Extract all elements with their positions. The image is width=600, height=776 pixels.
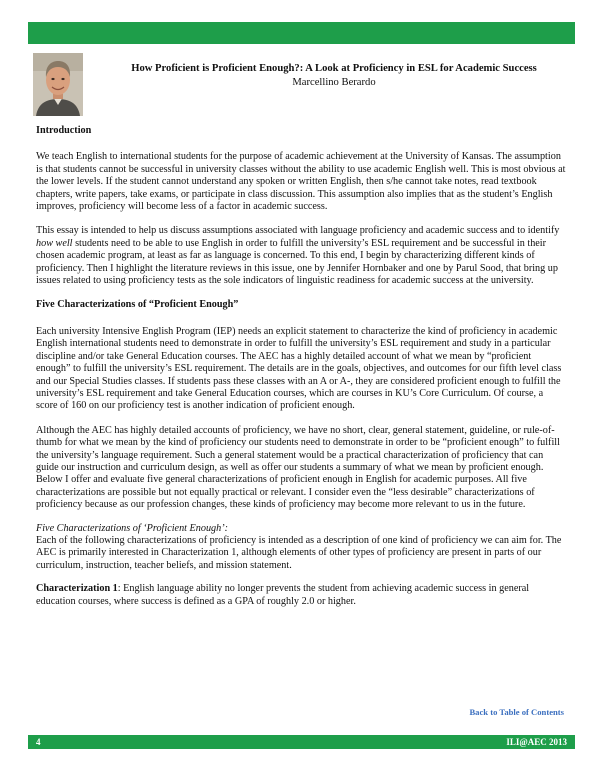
article-author: Marcellino Berardo	[292, 77, 376, 88]
intro-paragraph-1: We teach English to international students for the purpose of academic achievement at the University of Kansas. The assumption is that students cannot be successful in university classes without the ability to use academic English well. This is most obvious at the lower levels. If the student cannot understand any spoken or written English, then s/he cannot take notes, read textbook chapters, write papers, take exams, or participate in class discussion. This assumption also implies that as the student’s English improves, proficiency will become less of a factor in academic success.	[36, 151, 566, 213]
footer-label: ILI@AEC 2013	[506, 737, 567, 747]
author-photo	[33, 53, 83, 116]
page-number: 4	[36, 737, 41, 747]
article-body	[36, 125, 566, 608]
characterization-1	[36, 583, 566, 608]
back-to-toc-link[interactable]: Back to Table of Contents	[469, 707, 564, 717]
bottom-green-bar	[28, 735, 575, 749]
intro-paragraph-2-end: students need to be able to use English in order to fulfill the university’s ESL requirement and be successful in their chosen academic program, at least as far as language is concerned. To this end, I begin by characterizing different kinds of proficiency. Then I highlight the literature reviews in this issue, one by Jennifer Hornbaker and one by Parul Sood, that bring up issues related to using proficiency tests as the sole indicators of linguistic readiness for academic success at the university.	[36, 237, 558, 287]
section-paragraph-1: Each university Intensive English Program (IEP) needs an explicit statement to characterize the kind of proficiency in academic English international students need to demonstrate in order to fulfill the university’s ESL requirement and study in a particular discipline and/or take General Education courses. The AEC has a highly detailed account of what we mean by “proficient enough” to fulfill the university’s ESL requirement. The details are in the goals, objectives, and outcomes for our fifth level class and our Special Studies classes. If students pass these classes with an A or A-, they are considered proficient enough to fulfill the university’s ESL requirement and take General Education courses, which are courses in KU’s Core Curriculum. Of course, a score of 160 on our proficiency test is another indication of proficient enough.	[36, 325, 562, 412]
section-paragraph-2: Although the AEC has highly detailed accounts of proficiency, we have no short, clear, general statement, guideline, or rule-of-thumb for what we mean by the kind of proficiency our students need to demonstrate in order to be “proficient enough” to fulfill the university’s language requirement. Such a general statement would be a practical characterization of proficiency that can guide our instruction and curriculum design, as well as offer our students a summary of what we mean by proficient enough. Below I offer and evaluate five general characterizations of proficient enough in English for academic purposes. All five characterizations are possible but not equally practical or relevant. I consider even the “less desirable” characterizations of proficiency because as our profession changes, these kinds of proficiency may become more relevant to us in the future.	[36, 424, 560, 511]
article-title: How Proficient is Proficient Enough?: A Look at Proficiency in ESL for Academic Success	[131, 63, 537, 74]
characterization-1-label: Characterization 1	[36, 583, 118, 595]
intro-paragraph-2	[36, 225, 566, 287]
section-heading: Five Characterizations of “Proficient Enough”	[36, 299, 239, 311]
characterization-1-text: : English language ability no longer prevents the student from achieving academic success in general education courses, where success is defined as a GPA of roughly 2.0 or higher.	[36, 583, 530, 607]
top-green-bar	[28, 22, 575, 44]
intro-paragraph-2-start: This essay is intended to help us discuss assumptions associated with language proficiency and academic success and to identify	[36, 225, 560, 237]
section-paragraph-3: Each of the following characterizations of proficiency is intended as a description of one kind of proficiency we can aim for. The AEC is primarily interested in Characterization 1, although elements of other types of proficiency are present in parts of our curriculum, instruction, teacher beliefs, and mission statement.	[36, 534, 562, 571]
intro-paragraph-2-emphasis: how well	[36, 237, 73, 249]
italic-subheading: Five Characterizations of ‘Proficient Enough’:	[36, 522, 229, 534]
intro-heading: Introduction	[36, 125, 92, 136]
